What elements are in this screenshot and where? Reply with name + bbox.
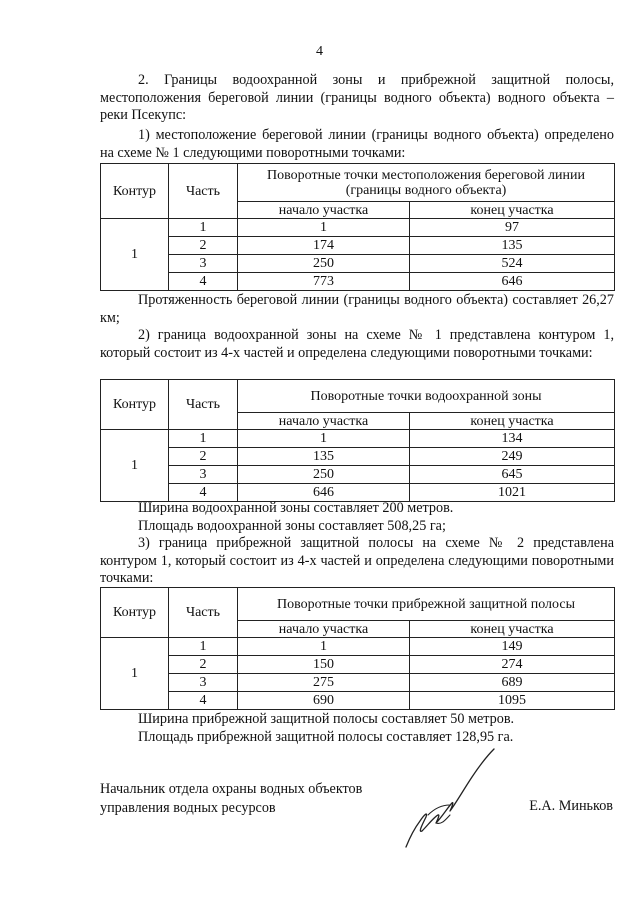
- start-cell: 250: [238, 466, 410, 484]
- part-cell: 4: [169, 692, 238, 710]
- end-cell: 135: [410, 237, 615, 255]
- start-cell: 250: [238, 255, 410, 273]
- col-header-part: Часть: [169, 380, 238, 430]
- start-cell: 690: [238, 692, 410, 710]
- col-header-contour: Контур: [101, 380, 169, 430]
- signatory-position-line-2: управления водных ресурсов: [100, 800, 276, 816]
- end-cell: 149: [410, 638, 615, 656]
- end-cell: 1095: [410, 692, 615, 710]
- group-header: Поворотные точки прибрежной защитной полосы: [238, 588, 615, 621]
- end-cell: 249: [410, 448, 615, 466]
- item-2-text: 2) граница водоохранной зоны на схеме № 1 представлена контуром 1, который состоит из 4-х частей и определена следующими поворотными точками:: [100, 327, 614, 361]
- start-cell: 135: [238, 448, 410, 466]
- page-number: 4: [316, 44, 323, 59]
- col-header-part: Часть: [169, 588, 238, 638]
- item-3-text: 3) граница прибрежной защитной полосы на схеме № 2 представлена контуром 1, который состоит из 4-х частей и определена следующими поворотными точками:: [100, 535, 614, 586]
- start-cell: 1: [238, 219, 410, 237]
- shoreline-length-text: Протяженность береговой линии (границы водного объекта) составляет 26,27 км;: [100, 292, 614, 326]
- part-cell: 2: [169, 448, 238, 466]
- col-header-contour: Контур: [101, 164, 169, 219]
- contour-cell: 1: [101, 430, 169, 502]
- part-cell: 4: [169, 484, 238, 502]
- col-header-start: начало участка: [238, 202, 410, 219]
- end-cell: 97: [410, 219, 615, 237]
- group-header: Поворотные точки местоположения береговой линии (границы водного объекта): [238, 164, 615, 202]
- part-cell: 2: [169, 656, 238, 674]
- col-header-end: конец участка: [410, 413, 615, 430]
- col-header-start: начало участка: [238, 621, 410, 638]
- strip-width-text: Ширина прибрежной защитной полосы составляет 50 метров.: [138, 711, 515, 727]
- end-cell: 689: [410, 674, 615, 692]
- coastal-protective-strip-table: [100, 587, 615, 710]
- col-header-end: конец участка: [410, 621, 615, 638]
- part-cell: 4: [169, 273, 238, 291]
- water-zone-area-text: Площадь водоохранной зоны составляет 508,25 га;: [138, 518, 446, 534]
- item-1-text: 1) местоположение береговой линии (границы водного объекта) определено на схеме № 1 следующими поворотными точками:: [100, 127, 614, 161]
- part-cell: 1: [169, 430, 238, 448]
- end-cell: 524: [410, 255, 615, 273]
- end-cell: 646: [410, 273, 615, 291]
- col-header-end: конец участка: [410, 202, 615, 219]
- start-cell: 773: [238, 273, 410, 291]
- start-cell: 1: [238, 638, 410, 656]
- col-header-contour: Контур: [101, 588, 169, 638]
- handwritten-signature: [392, 745, 502, 855]
- contour-cell: 1: [101, 638, 169, 710]
- part-cell: 1: [169, 638, 238, 656]
- section-2-heading: 2. Границы водоохранной зоны и прибрежной защитной полосы, местоположения береговой линии (границы водного объекта) водного объекта – реки Псекупс:: [100, 72, 614, 123]
- group-header: Поворотные точки водоохранной зоны: [238, 380, 615, 413]
- start-cell: 1: [238, 430, 410, 448]
- water-zone-width-text: Ширина водоохранной зоны составляет 200 метров.: [138, 500, 454, 516]
- start-cell: 150: [238, 656, 410, 674]
- start-cell: 174: [238, 237, 410, 255]
- start-cell: 275: [238, 674, 410, 692]
- part-cell: 3: [169, 255, 238, 273]
- water-protection-zone-table: [100, 379, 615, 502]
- part-cell: 1: [169, 219, 238, 237]
- col-header-part: Часть: [169, 164, 238, 219]
- end-cell: 274: [410, 656, 615, 674]
- shoreline-points-table: [100, 163, 615, 291]
- part-cell: 3: [169, 466, 238, 484]
- end-cell: 134: [410, 430, 615, 448]
- signatory-position-line-1: Начальник отдела охраны водных объектов: [100, 781, 363, 797]
- part-cell: 3: [169, 674, 238, 692]
- strip-area-text: Площадь прибрежной защитной полосы составляет 128,95 га.: [138, 729, 514, 745]
- col-header-start: начало участка: [238, 413, 410, 430]
- end-cell: 645: [410, 466, 615, 484]
- signatory-name: Е.А. Миньков: [529, 798, 613, 814]
- contour-cell: 1: [101, 219, 169, 291]
- start-cell: 646: [238, 484, 410, 502]
- part-cell: 2: [169, 237, 238, 255]
- end-cell: 1021: [410, 484, 615, 502]
